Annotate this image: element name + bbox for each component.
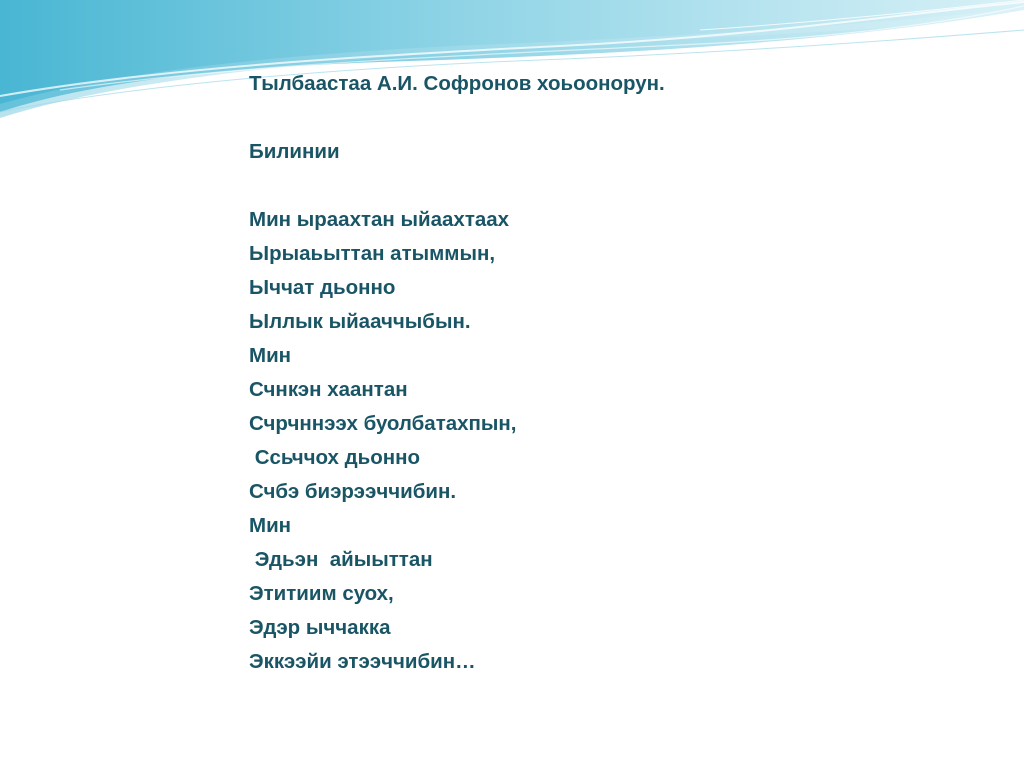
poem-line: Мин — [249, 514, 292, 537]
poem-line: Мин ыраахтан ыйаахтаах — [249, 208, 510, 231]
spacer — [249, 169, 949, 203]
poem-line: Эдьэн айыыттан — [249, 548, 433, 571]
poem-line: Ыллык ыйааччыбын. — [249, 310, 471, 333]
spacer — [249, 101, 949, 135]
poem-line: Сcьччох дьонно — [249, 446, 421, 469]
poem-line: Этитиим суох, — [249, 582, 394, 605]
poem-line: Ырыаьыттан атыммын, — [249, 242, 496, 265]
slide-text-body — [249, 67, 949, 679]
slide-header: Тылбаастаа А.И. Софронов хоьоонорун. — [249, 72, 665, 95]
poem-line: Эдэр ыччакка — [249, 616, 391, 639]
poem-line: Счрчннээх буолбатахпын, — [249, 412, 517, 435]
poem-line: Счнкэн хаантан — [249, 378, 408, 401]
poem-line: Счбэ биэрээччибин. — [249, 480, 457, 503]
poem-line: Мин — [249, 344, 292, 367]
poem-line: Ыччат дьонно — [249, 276, 396, 299]
poem-line: Эккээйи этээччибин… — [249, 650, 476, 673]
poem-title: Билинии — [249, 140, 340, 163]
